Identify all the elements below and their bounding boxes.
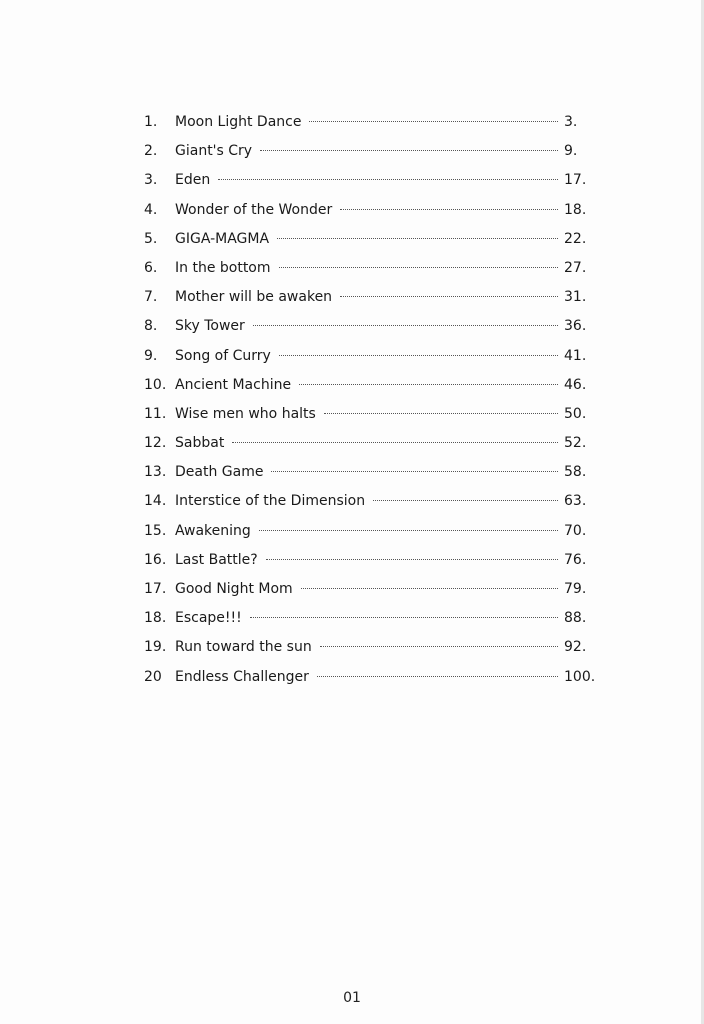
dot-leader bbox=[271, 471, 558, 472]
entry-page-number: 100. bbox=[564, 668, 596, 685]
entry-number: 20 bbox=[144, 668, 162, 685]
dot-leader bbox=[218, 179, 558, 180]
dot-leader bbox=[317, 676, 558, 677]
toc-entry bbox=[144, 458, 596, 487]
entry-page-number: 41. bbox=[564, 347, 587, 364]
entry-page-number: 70. bbox=[564, 522, 587, 539]
entry-title: Eden bbox=[175, 172, 211, 189]
entry-title: In the bottom bbox=[175, 259, 271, 276]
dot-leader bbox=[279, 355, 558, 356]
entry-number: 18. bbox=[144, 610, 167, 627]
entry-title: Death Game bbox=[175, 464, 264, 481]
toc-entry bbox=[144, 312, 596, 341]
entry-title: Interstice of the Dimension bbox=[175, 493, 366, 510]
entry-page-number: 79. bbox=[564, 581, 587, 597]
entry-number: 19. bbox=[144, 639, 167, 656]
entry-title: Awakening bbox=[175, 522, 251, 539]
toc-entry bbox=[144, 137, 596, 166]
entry-page-number: 50. bbox=[564, 405, 587, 422]
entry-title: Sabbat bbox=[175, 435, 225, 452]
entry-number: 6. bbox=[144, 259, 158, 276]
entry-number: 13. bbox=[144, 464, 167, 481]
toc-entry bbox=[144, 429, 596, 458]
entry-page-number: 27. bbox=[564, 259, 587, 276]
entry-page-number: 36. bbox=[564, 318, 587, 335]
entry-page-number: 52. bbox=[564, 435, 587, 452]
entry-page-number: 18. bbox=[564, 201, 587, 218]
toc-entry bbox=[144, 663, 596, 692]
toc-entry bbox=[144, 108, 596, 137]
entry-number: 1. bbox=[144, 114, 158, 130]
toc-entry bbox=[144, 633, 596, 662]
toc-entry bbox=[144, 575, 596, 604]
entry-title: Good Night Mom bbox=[175, 581, 293, 597]
dot-leader bbox=[232, 442, 558, 443]
entry-number: 5. bbox=[144, 230, 158, 247]
toc-entry bbox=[144, 371, 596, 400]
footer-page-number: 01 bbox=[343, 990, 361, 1006]
entry-number: 3. bbox=[144, 172, 158, 189]
entry-page-number: 76. bbox=[564, 551, 587, 568]
toc-entry bbox=[144, 400, 596, 429]
entry-number: 11. bbox=[144, 405, 167, 422]
entry-page-number: 22. bbox=[564, 230, 587, 247]
toc-entry bbox=[144, 342, 596, 371]
entry-title: Giant's Cry bbox=[175, 143, 253, 160]
toc-entry bbox=[144, 487, 596, 516]
toc-entry bbox=[144, 254, 596, 283]
dot-leader bbox=[299, 384, 558, 385]
entry-page-number: 31. bbox=[564, 289, 587, 306]
dot-leader bbox=[250, 617, 558, 618]
entry-title: Wise men who halts bbox=[175, 405, 316, 422]
entry-page-number: 3. bbox=[564, 114, 578, 130]
entry-number: 14. bbox=[144, 493, 167, 510]
entry-number: 4. bbox=[144, 201, 158, 218]
entry-title: Song of Curry bbox=[175, 347, 271, 364]
dot-leader bbox=[340, 296, 558, 297]
entry-title: Wonder of the Wonder bbox=[175, 201, 333, 218]
entry-number: 7. bbox=[144, 289, 158, 306]
toc-entry bbox=[144, 604, 596, 633]
toc-entry bbox=[144, 196, 596, 225]
entry-number: 12. bbox=[144, 435, 167, 452]
dot-leader bbox=[266, 559, 558, 560]
entry-title: Last Battle? bbox=[175, 551, 258, 568]
table-of-contents bbox=[144, 108, 596, 692]
entry-number: 16. bbox=[144, 551, 167, 568]
dot-leader bbox=[340, 209, 558, 210]
entry-title: Escape!!! bbox=[175, 610, 242, 627]
entry-number: 2. bbox=[144, 143, 158, 160]
toc-entry bbox=[144, 166, 596, 195]
entry-number: 10. bbox=[144, 376, 167, 393]
entry-page-number: 92. bbox=[564, 639, 587, 656]
entry-page-number: 46. bbox=[564, 376, 587, 393]
toc-entry bbox=[144, 283, 596, 312]
entry-page-number: 63. bbox=[564, 493, 587, 510]
dot-leader bbox=[373, 500, 558, 501]
dot-leader bbox=[277, 238, 558, 239]
entry-title: Sky Tower bbox=[175, 318, 245, 335]
entry-number: 17. bbox=[144, 581, 167, 597]
entry-number: 9. bbox=[144, 347, 158, 364]
entry-number: 15. bbox=[144, 522, 167, 539]
entry-title: GIGA-MAGMA bbox=[175, 230, 270, 247]
toc-entry bbox=[144, 225, 596, 254]
entry-page-number: 9. bbox=[564, 143, 578, 160]
dot-leader bbox=[259, 530, 558, 531]
entry-title: Mother will be awaken bbox=[175, 289, 333, 306]
entry-title: Ancient Machine bbox=[175, 376, 292, 393]
entry-page-number: 17. bbox=[564, 172, 587, 189]
dot-leader bbox=[324, 413, 558, 414]
dot-leader bbox=[309, 121, 558, 122]
entry-page-number: 58. bbox=[564, 464, 587, 481]
dot-leader bbox=[260, 150, 558, 151]
dot-leader bbox=[301, 588, 558, 589]
entry-title: Run toward the sun bbox=[175, 639, 312, 656]
entry-number: 8. bbox=[144, 318, 158, 335]
entry-title: Endless Challenger bbox=[175, 668, 309, 685]
entry-title: Moon Light Dance bbox=[175, 114, 302, 130]
toc-entry bbox=[144, 517, 596, 546]
dot-leader bbox=[279, 267, 558, 268]
entry-page-number: 88. bbox=[564, 610, 587, 627]
toc-entry bbox=[144, 546, 596, 575]
dot-leader bbox=[253, 325, 558, 326]
dot-leader bbox=[320, 646, 558, 647]
